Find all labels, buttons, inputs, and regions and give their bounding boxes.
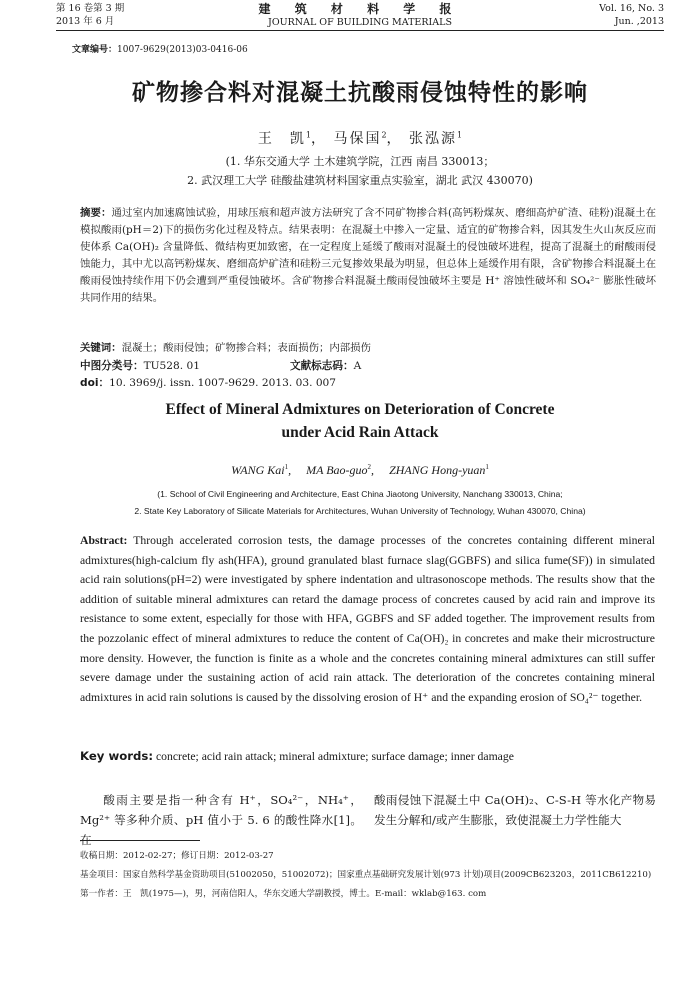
title-cn: 矿物掺合料对混凝土抗酸雨侵蚀特性的影响: [132, 80, 588, 106]
doi-label: doi：: [80, 377, 110, 389]
header-right: [599, 2, 664, 28]
footnotes: [80, 848, 665, 905]
author-separator: ,: [371, 463, 387, 477]
abstract-cn: [80, 205, 656, 307]
body-paragraph: 酸雨侵蚀下混凝土中 Ca(OH)₂、C-S-H 等水化产物易发生分解和/或产生膨胀，致使混凝土力学性能大: [374, 793, 656, 827]
author-affil-mark: 1: [305, 130, 311, 140]
keywords-cn-text: 混凝土；酸雨侵蚀；矿物掺合料；表面损伤；内部损伤: [121, 342, 371, 354]
author-en: MA Bao-guo: [306, 463, 368, 477]
abstract-en-label: Abstract:: [80, 534, 128, 547]
volume-cn: 第 16 卷第 3 期: [56, 3, 125, 14]
affiliation-en: (1. School of Civil Engineering and Architecture, East China Jiaotong University, Nanchang 330013, China;: [157, 489, 563, 499]
author-en: WANG Kai: [231, 463, 285, 477]
header-rule: [56, 30, 664, 31]
body-column-left: [80, 790, 362, 850]
abstract-cn-label: 摘要：: [80, 207, 112, 219]
affiliation-cn: 2. 武汉理工大学 硅酸盐建筑材料国家重点实验室，湖北 武汉 430070): [187, 174, 533, 187]
affiliations-en: [50, 486, 670, 520]
author-cn: 马保国: [333, 131, 382, 147]
affiliation-en: 2. State Key Laboratory of Silicate Materials for Architectures, Wuhan University of Technology, Wuhan 430070, China): [134, 506, 586, 516]
author-affil-mark: 1: [485, 463, 489, 471]
body-column-right: [374, 790, 656, 830]
journal-name-cn: 建 筑 材 料 学 报: [258, 2, 462, 16]
author-separator: ，: [311, 131, 327, 147]
author-en: ZHANG Hong-yuan: [389, 463, 486, 477]
date-en: Jun. ,2013: [614, 16, 664, 27]
author-affil-mark: 1: [284, 463, 289, 471]
article-number-value: 1007-9629(2013)03-0416-06: [117, 45, 248, 55]
author-affil-mark: 2: [381, 130, 387, 140]
abstract-en-text: Through accelerated corrosion tests, the damage processes of the concretes containing different mineral admixtures(high-calcium fly ash(HFA), ground granulated blast furnace slag(GGBFS) and silica fume(SF)) in simulated acid rain solutions(pH=2) were investigated by sphere indentation and ultrasonoscope methods. The results show that the addition of suitable mineral admixtures can retard the damage process of concretes caused by acid rain and improve its resistance to some extent, especially for those with HFA, GGBFS and SF added together. The improvement results from the pozzolanic effect of mineral admixtures to reduce the content of Ca(OH)₂ in concretes and make their microstructure more density. However, the function is finite as a whole and the concretes containing mineral admixtures can still suffer severe damage under the sustaining action of acid rain attack. The deterioration of the concretes containing mineral admixtures in acid rain solutions is caused by the dissolving erosion of H⁺ and the expanding erosion of SO₄²⁻ together.: [80, 534, 656, 704]
header-center: [56, 2, 664, 29]
volume-en: Vol. 16, No. 3: [599, 3, 664, 14]
author-affil-mark: 1: [457, 130, 463, 140]
authors-en: [56, 461, 664, 478]
footnote-first-author: 第一作者：王 凯(1975—)，男，河南信阳人，华东交通大学副教授，博士。E-mail：wklab@163. com: [80, 889, 487, 899]
abstract-cn-text: 通过室内加速腐蚀试验，用球压痕和超声波方法研究了含不同矿物掺合料(高钙粉煤灰、磨细高炉矿渣、硅粉)混凝土在模拟酸雨(pH＝2)下的损伤劣化过程及特点。结果表明：在混凝土中掺入一定量、适宜的矿物掺合料，因其发生火山灰反应而使体系 Ca(OH)₂ 含量降低、微结构更加致密，在一定程度上延缓了酸雨对混凝土的侵蚀破坏进程，提高了混凝土的耐酸雨侵蚀能力，其中尤以高钙粉煤灰、磨细高炉矿渣和硅粉三元复掺效果最为明显，但总体上延缓作用有限，含矿物掺合料混凝土在酸雨侵蚀持续作用下仍会遭到严重侵蚀破坏。含矿物掺合料混凝土酸雨侵蚀破坏主要是 H⁺ 溶蚀性破坏和 SO₄²⁻ 膨胀性破坏共同作用的结果。: [80, 207, 656, 304]
running-header: [56, 2, 664, 32]
footnote-rule: [80, 840, 200, 841]
title-en-line: Effect of Mineral Admixtures on Deterioration of Concrete: [165, 401, 555, 418]
author-separator: ，: [386, 131, 403, 147]
article-number: [72, 42, 248, 55]
author-cn: 王 凯: [257, 131, 306, 147]
keywords-en-label: Key words:: [80, 749, 154, 763]
keywords-cn-label: 关键词：: [80, 342, 122, 354]
authors-cn: [56, 128, 664, 148]
clc-value: TU528. 01: [143, 360, 200, 372]
doi-value: 10. 3969/j. issn. 1007-9629. 2013. 03. 007: [109, 377, 337, 389]
abstract-en: [80, 531, 655, 707]
body-paragraph: 酸雨主要是指一种含有 H⁺，SO₄²⁻，NH₄⁺，Mg²⁺ 等多种介质、pH 值小于 5. 6 的酸性降水[1]。在: [80, 793, 362, 847]
classification-line: [80, 358, 656, 392]
date-cn: 2013 年 6 月: [56, 16, 115, 27]
keywords-en: [80, 747, 655, 766]
footnote-received: 收稿日期：2012-02-27；修订日期：2012-03-27: [80, 851, 274, 861]
author-cn: 张泓源: [409, 131, 457, 147]
title-en: [56, 398, 664, 444]
affiliations-cn: [56, 152, 664, 190]
article-number-label: 文章编号：: [72, 45, 118, 55]
journal-name-en: JOURNAL OF BUILDING MATERIALS: [268, 17, 452, 28]
doc-code-label: 文献标志码：: [290, 360, 354, 372]
doc-code-value: A: [353, 360, 362, 372]
author-affil-mark: 2: [367, 463, 372, 471]
footnote-funding: 基金项目：国家自然科学基金资助项目(51002050，51002072)；国家重点基础研究发展计划(973 计划)项目(2009CB623203，2011CB612210): [80, 870, 652, 880]
keywords-en-text: concrete; acid rain attack; mineral admixture; surface damage; inner damage: [155, 750, 514, 763]
keywords-cn: [80, 340, 656, 357]
title-en-line: under Acid Rain Attack: [281, 424, 439, 441]
author-separator: ,: [288, 463, 304, 477]
clc-label: 中图分类号：: [80, 360, 144, 372]
affiliation-cn: (1. 华东交通大学 土木建筑学院，江西 南昌 330013；: [225, 155, 495, 168]
